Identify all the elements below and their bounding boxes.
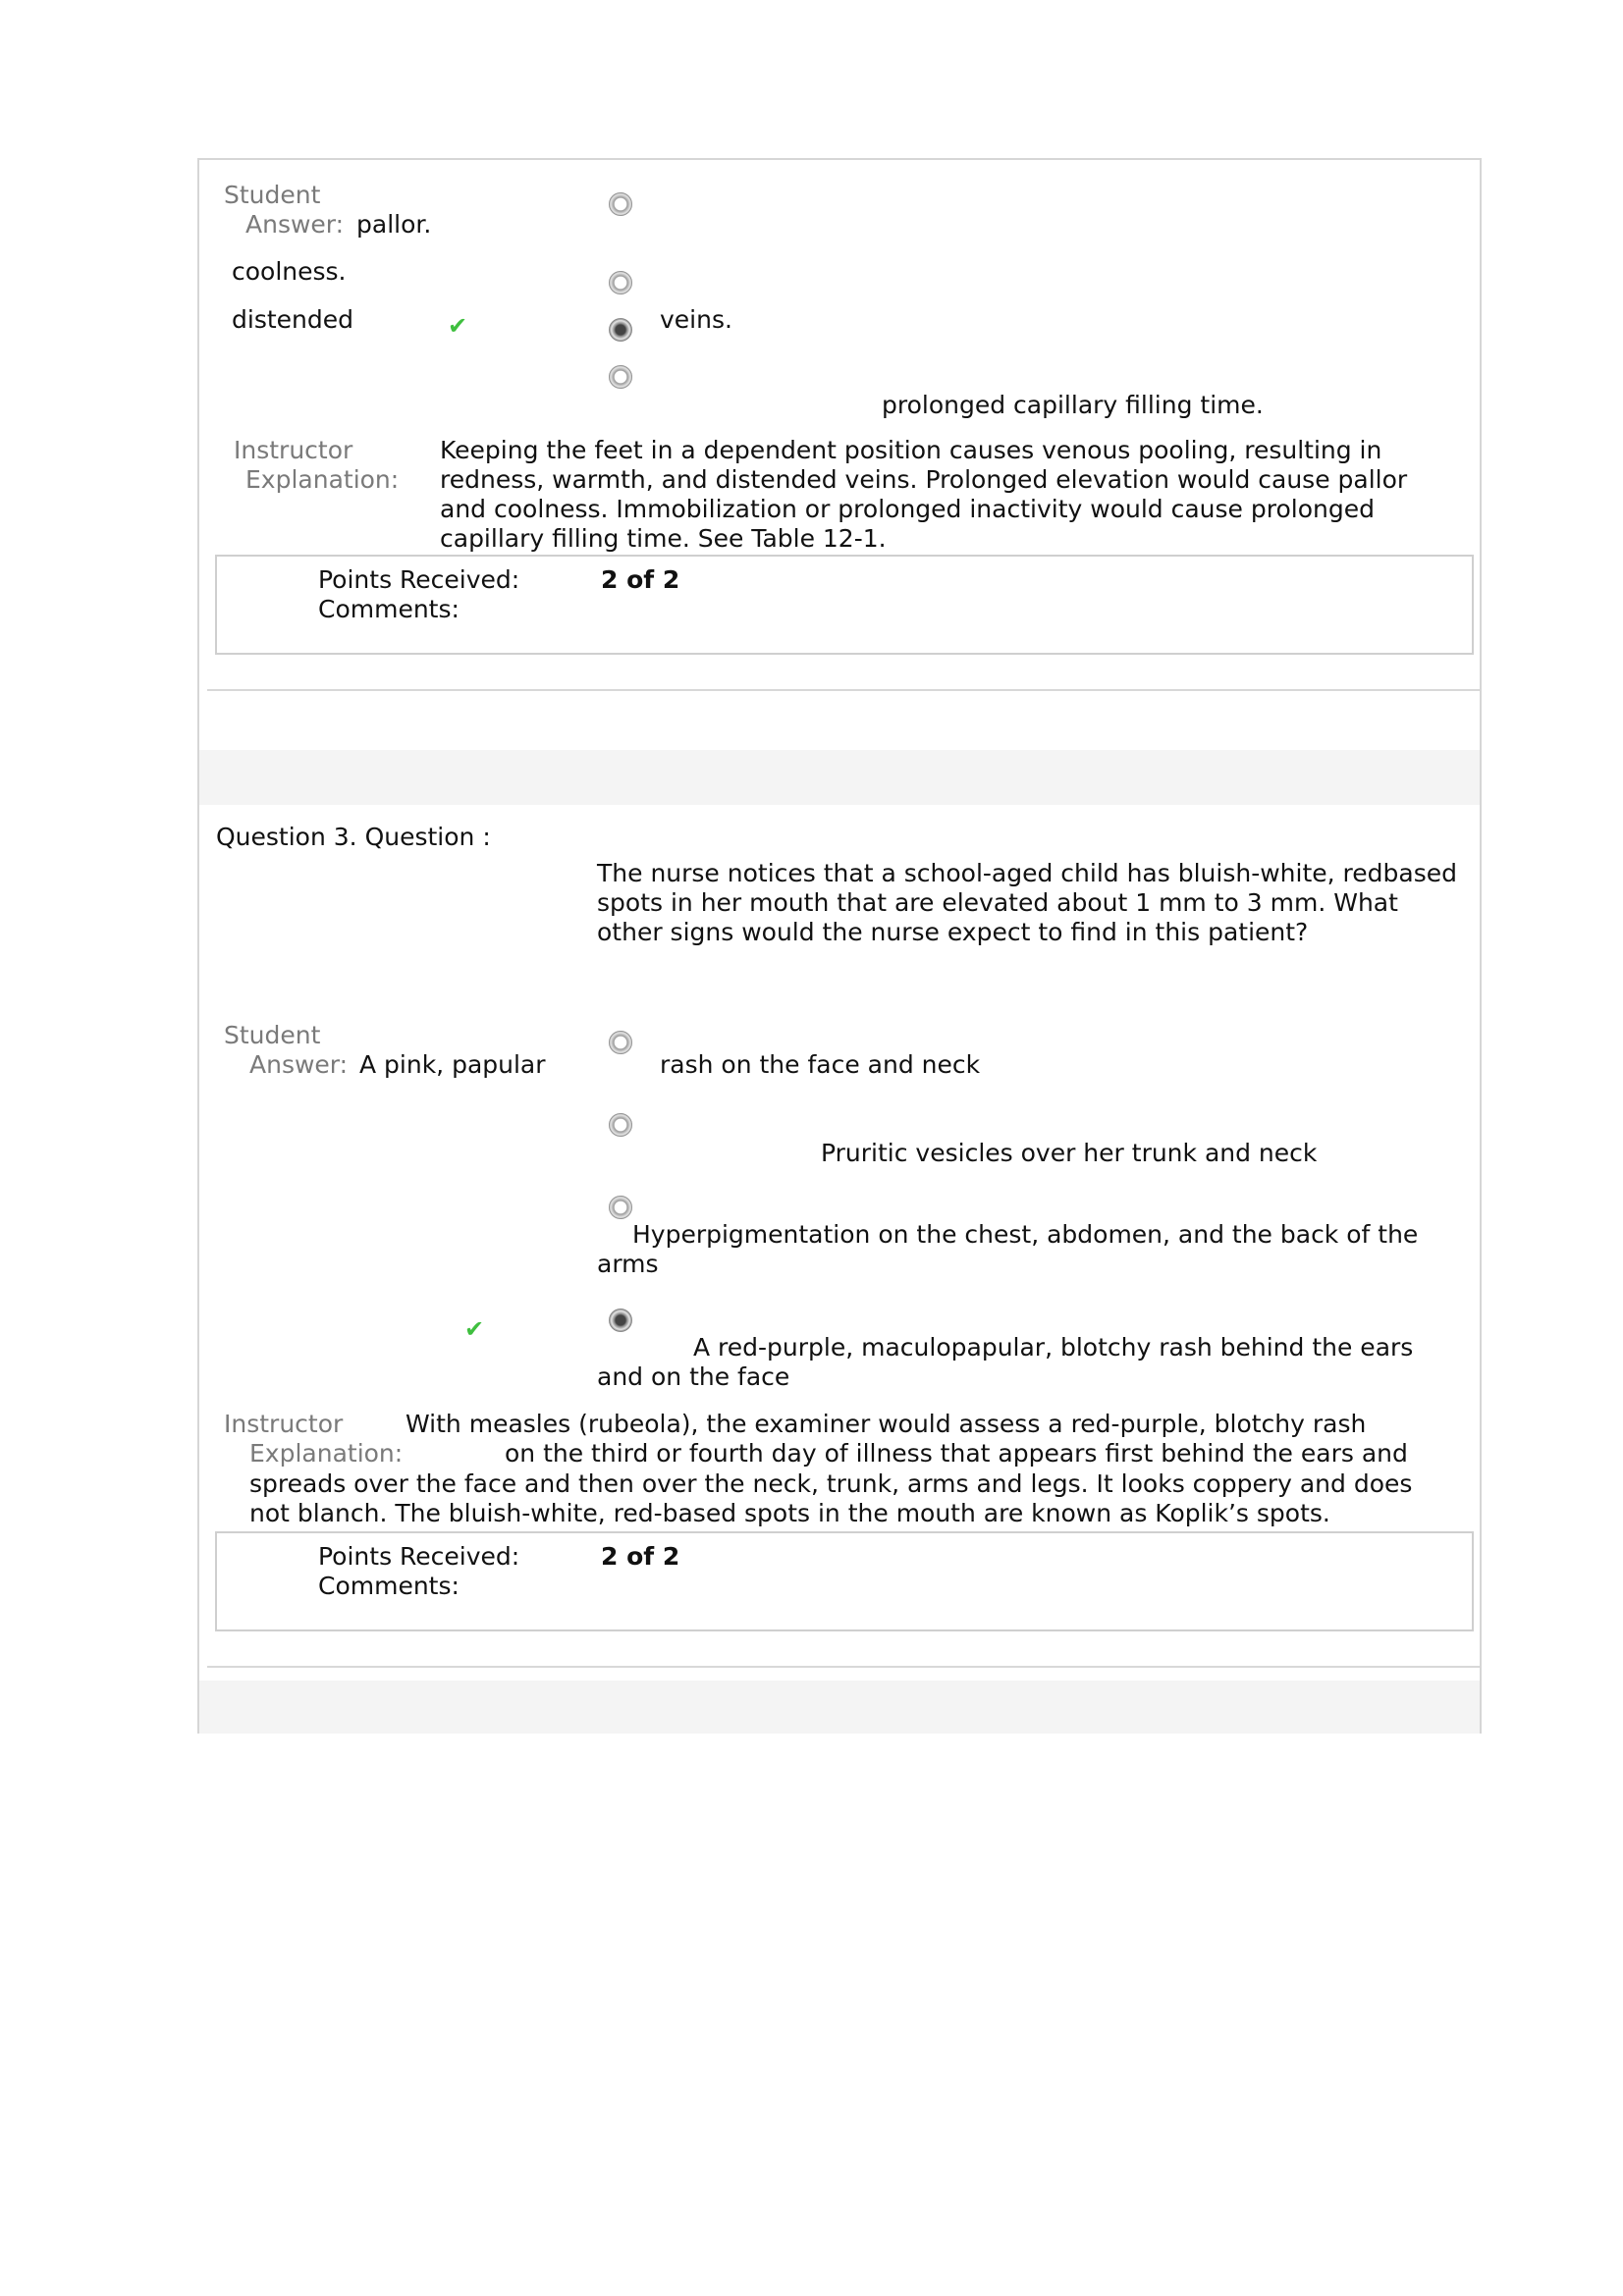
q3-explanation-line: spreads over the face and then over the neck, trunk, arms and legs. It looks coppery and does [249, 1469, 1413, 1498]
q3-explanation-label: Explanation: [249, 1439, 404, 1468]
radio-unselected-icon[interactable] [609, 1031, 632, 1054]
q2-explanation-label: Explanation: [245, 465, 400, 494]
question-separator-band [199, 750, 1480, 805]
q2-option-capillary: prolonged capillary filling time. [882, 391, 1264, 419]
radio-unselected-icon[interactable] [609, 1196, 632, 1219]
q2-option-pallor: pallor. [356, 210, 432, 239]
q3-question-line: other signs would the nurse expect to find in this patient? [597, 918, 1309, 946]
q3-option-d: A red-purple, maculopapular, blotchy rash behind the ears [693, 1333, 1414, 1362]
q2-answer-label: Answer: [245, 210, 345, 239]
radio-unselected-icon[interactable] [609, 1113, 632, 1137]
q3-question-line: spots in her mouth that are elevated about 1 mm to 3 mm. What [597, 888, 1398, 917]
q2-option-distended: distended [232, 305, 353, 334]
q3-student-label: Student [224, 1021, 321, 1049]
checkmark-icon: ✔ [448, 312, 468, 340]
q3-points-value: 2 of 2 [601, 1542, 680, 1571]
radio-selected-icon[interactable] [609, 318, 632, 342]
q3-explanation-line: on the third or fourth day of illness that appears first behind the ears and [505, 1439, 1408, 1468]
q3-explanation-line: not blanch. The bluish-white, red-based spots in the mouth are known as Koplik’s spots. [249, 1499, 1330, 1527]
q2-option-coolness: coolness. [232, 257, 347, 286]
q2-explanation-line: redness, warmth, and distended veins. Prolonged elevation would cause pallor [440, 465, 1408, 494]
q2-explanation-line: Keeping the feet in a dependent position causes venous pooling, resulting in [440, 436, 1382, 464]
q3-option-c: Hyperpigmentation on the chest, abdomen, and the back of the [632, 1220, 1419, 1249]
radio-unselected-icon[interactable] [609, 192, 632, 216]
radio-unselected-icon[interactable] [609, 365, 632, 389]
q2-explanation-line: and coolness. Immobilization or prolonged inactivity would cause prolonged [440, 495, 1375, 523]
question-separator-band [199, 1681, 1480, 1734]
q3-option-c-cont: arms [597, 1250, 659, 1278]
radio-unselected-icon[interactable] [609, 271, 632, 294]
q2-instructor-label: Instructor [234, 436, 353, 464]
divider [207, 689, 1480, 691]
q2-points-value: 2 of 2 [601, 565, 680, 594]
checkmark-icon: ✔ [464, 1315, 485, 1343]
q3-answer-label: Answer: [249, 1050, 349, 1079]
q3-question-line: The nurse notices that a school-aged child has bluish-white, redbased [597, 859, 1457, 887]
q2-option-veins: veins. [660, 305, 732, 334]
q3-answer-prefix: A pink, papular [359, 1050, 546, 1079]
q3-explanation-line: With measles (rubeola), the examiner would assess a red-purple, blotchy rash [406, 1410, 1367, 1438]
q3-option-a: rash on the face and neck [660, 1050, 981, 1079]
radio-selected-icon[interactable] [609, 1308, 632, 1332]
q2-points-label: Points Received: [318, 565, 520, 594]
q3-points-label: Points Received: [318, 1542, 520, 1571]
q3-title: Question 3. Question : [216, 823, 491, 851]
q3-option-d-cont: and on the face [597, 1362, 790, 1391]
divider [207, 1666, 1480, 1668]
q2-student-label: Student [224, 181, 321, 209]
q2-comments-label: Comments: [318, 595, 460, 623]
q3-instructor-label: Instructor [224, 1410, 344, 1438]
q3-comments-label: Comments: [318, 1572, 460, 1600]
q2-explanation-line: capillary filling time. See Table 12-1. [440, 524, 887, 553]
q3-option-b: Pruritic vesicles over her trunk and neck [821, 1139, 1318, 1167]
